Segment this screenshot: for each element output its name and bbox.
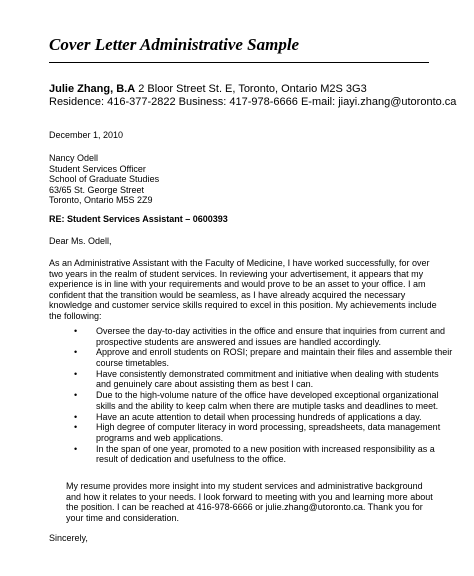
paragraph-line: As an Administrative Assistant with the Faculty of Medicine, I have worked successfully, for over <box>49 258 430 268</box>
sender-name: Julie Zhang, B.A <box>49 83 136 95</box>
title-divider <box>49 62 429 63</box>
subject-line: RE: Student Services Assistant – 0600393 <box>49 214 228 224</box>
list-item-line: and genuinely care about assisting them as best I can. <box>96 379 314 390</box>
list-item <box>74 347 453 368</box>
bullet-icon: • <box>74 422 78 433</box>
closing-paragraph <box>66 481 446 523</box>
list-item-line: Approve and enroll students on ROSI; prepare and maintain their files and assemble their <box>96 347 453 358</box>
list-item-line: programs and web applications. <box>96 432 224 443</box>
paragraph-line: knowledge and customer service skills required to excel in this position. My achievements include <box>49 300 437 311</box>
list-item-line: course timetables. <box>96 357 170 368</box>
list-item <box>74 444 444 465</box>
sender-phone-email: Residence: 416-377-2822 Business: 417-978-6666 E-mail: jiayi.zhang@utoronto.ca <box>49 96 457 108</box>
paragraph-line: your time and consideration. <box>66 512 180 523</box>
recipient-line: Nancy Odell <box>49 153 99 163</box>
paragraph-line: the following: <box>49 310 102 321</box>
achievements-list <box>74 326 453 465</box>
bullet-icon: • <box>74 368 78 379</box>
list-item <box>74 412 444 423</box>
list-item-line: Due to the high-volume nature of the office have developed exceptional organizational <box>96 390 439 401</box>
recipient-line: School of Graduate Studies <box>49 174 160 185</box>
list-item-line: result of dedication and usefulness to the office. <box>96 454 286 465</box>
bullet-icon: • <box>74 347 78 358</box>
salutation: Dear Ms. Odell, <box>49 236 112 246</box>
paragraph-line: confident that the transition would be seamless, as I have already acquired the necessary <box>49 289 406 300</box>
sender-address: 2 Bloor Street St. E, Toronto, Ontario M2S 3G3 <box>135 83 367 95</box>
paragraph-line: two years in the realm of student services. In reviewing your advertisement, it appears that my <box>49 268 424 279</box>
paragraph-line: the position. I can be reached at 416-978-6666 or julie.zhang@utoronto.ca. Thank you for <box>66 502 423 513</box>
signoff: Sincerely, <box>49 533 88 543</box>
paragraph-line: and how it relates to your needs. I look forward to meeting with you and learning more about <box>66 491 433 502</box>
document-title: Cover Letter Administrative Sample <box>49 35 300 54</box>
sender-contact-block <box>49 83 456 109</box>
list-item-line: skills and the ability to keep calm when there are mutiple tasks and deadlines to meet. <box>96 400 439 411</box>
list-item <box>74 326 444 347</box>
letter-date: December 1, 2010 <box>49 130 124 140</box>
list-item <box>74 369 444 390</box>
list-item-line: prospective students are answered and issues are handled accordingly. <box>96 336 382 347</box>
recipient-line: Student Services Officer <box>49 163 146 174</box>
recipient-line: Toronto, Ontario M5S 2Z9 <box>49 195 153 206</box>
bullet-icon: • <box>74 326 78 336</box>
bullet-icon: • <box>74 411 78 422</box>
list-item-line: Have an acute attention to detail when processing hundreds of applications a day. <box>96 411 422 422</box>
sender-name-address <box>49 83 456 96</box>
list-item-line: High degree of computer literacy in word processing, spreadsheets, data management <box>96 422 441 433</box>
list-item-line: In the span of one year, promoted to a new position with increased responsibility as a <box>96 443 435 454</box>
list-item <box>74 390 444 411</box>
recipient-line: 63/65 St. George Street <box>49 184 145 195</box>
list-item-line: Oversee the day-to-day activities in the office and ensure that inquiries from current and <box>96 326 446 336</box>
bullet-icon: • <box>74 390 78 401</box>
list-item-line: Have consistently demonstrated commitment and initiative when dealing with students <box>96 368 439 379</box>
list-item <box>74 422 444 443</box>
paragraph-line: My resume provides more insight into my student services and administrative background <box>66 481 423 491</box>
intro-paragraph <box>49 258 439 322</box>
recipient-block <box>49 153 439 206</box>
paragraph-line: experience is in line with your requirements and would prove to be an asset to your office. I am <box>49 279 426 290</box>
bullet-icon: • <box>74 443 78 454</box>
